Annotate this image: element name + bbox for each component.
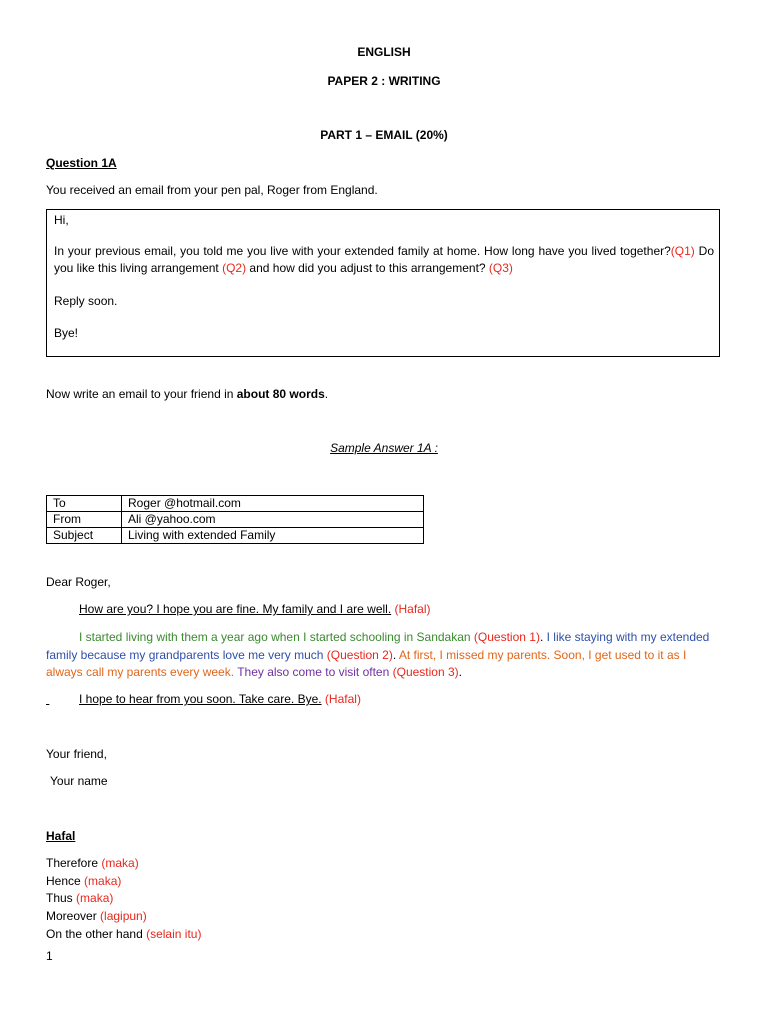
p2-orange-text: At first, I missed my parents. Soon, I get used to it as I always call my parents every week. — [46, 647, 687, 679]
list-item — [46, 874, 121, 888]
sample-answer-title: Sample Answer 1A : — [330, 441, 438, 455]
connector-meaning: (maka) — [76, 891, 114, 905]
email-reply: Reply soon. — [54, 294, 118, 308]
list-item — [46, 909, 147, 923]
connector-word: Therefore — [46, 856, 99, 870]
instruction-text: Now write an email to your friend in — [46, 387, 237, 401]
word-count: about 80 words — [236, 387, 325, 401]
hafal-title: Hafal — [46, 829, 76, 843]
p2-purple-text: They also come to visit often — [234, 665, 393, 679]
hafal-tag: (Hafal) — [391, 602, 431, 616]
p2-punct: . — [392, 647, 399, 662]
header-value: Roger @hotmail.com — [122, 496, 424, 512]
list-item — [46, 856, 139, 870]
header-value: Ali @yahoo.com — [122, 512, 424, 528]
document-subject: ENGLISH — [357, 45, 411, 59]
instruction — [46, 387, 328, 401]
email-prompt-box — [46, 209, 720, 357]
answer-paragraph-2 — [46, 629, 714, 682]
connector-word: Moreover — [46, 909, 97, 923]
question-label: Question 1A — [46, 156, 117, 170]
answer-paragraph-1 — [79, 602, 431, 616]
q3-tag: (Q3) — [488, 261, 513, 275]
header-key: Subject — [47, 528, 122, 544]
list-item — [46, 927, 201, 941]
email-body-text-1: In your previous email, you told me you live with your extended family at home. How long have you lived together? — [54, 244, 671, 258]
p1-text: How are you? I hope you are fine. My family and I are well. — [79, 602, 392, 616]
question-2-tag: (Question 2) — [326, 647, 393, 662]
q2-tag: (Q2) — [222, 261, 247, 275]
email-greeting: Hi, — [54, 213, 69, 227]
email-body-text-3: and how did you adjust to this arrangement? — [246, 261, 489, 275]
connector-meaning: (selain itu) — [146, 927, 202, 941]
connector-meaning: (maka) — [84, 874, 122, 888]
connector-word: On the other hand — [46, 927, 143, 941]
question-1-tag: (Question 1) — [473, 630, 540, 644]
table-row — [47, 496, 424, 512]
list-item — [46, 891, 113, 905]
table-row — [47, 512, 424, 528]
connector-meaning: (maka) — [101, 856, 139, 870]
connector-word: Hence — [46, 874, 81, 888]
p3-text: I hope to hear from you soon. Take care. Bye. — [79, 692, 322, 706]
part-title: PART 1 – EMAIL (20%) — [320, 128, 448, 142]
p2-green-text: I started living with them a year ago when I started schooling in Sandakan — [79, 630, 474, 644]
email-body — [54, 243, 714, 277]
header-key: From — [47, 512, 122, 528]
signature-name: Your name — [50, 774, 108, 788]
connector-meaning: (lagipun) — [100, 909, 147, 923]
p2-punct: . — [458, 665, 462, 679]
instruction-end: . — [324, 387, 329, 401]
indent-underline — [46, 692, 79, 706]
p2-punct: . — [539, 630, 547, 644]
connector-word: Thus — [46, 891, 73, 905]
email-body-text-2: Do you like this living arrangement — [54, 244, 714, 275]
hafal-tag: (Hafal) — [321, 692, 361, 706]
question-3-tag: (Question 3) — [392, 665, 459, 679]
email-bye: Bye! — [54, 326, 79, 340]
paper-title: PAPER 2 : WRITING — [327, 74, 441, 88]
salutation: Dear Roger, — [46, 575, 111, 589]
closing: Your friend, — [46, 747, 107, 761]
p2-blue-text: I like staying with my extended family because my grandparents love me very much — [46, 630, 710, 662]
header-key: To — [47, 496, 122, 512]
answer-paragraph-3 — [46, 692, 361, 706]
email-header-table — [46, 495, 424, 544]
question-intro: You received an email from your pen pal, Roger from England. — [46, 183, 378, 197]
header-value: Living with extended Family — [122, 528, 424, 544]
page-number: 1 — [46, 949, 53, 963]
q1-tag: (Q1) — [670, 244, 695, 258]
table-row — [47, 528, 424, 544]
